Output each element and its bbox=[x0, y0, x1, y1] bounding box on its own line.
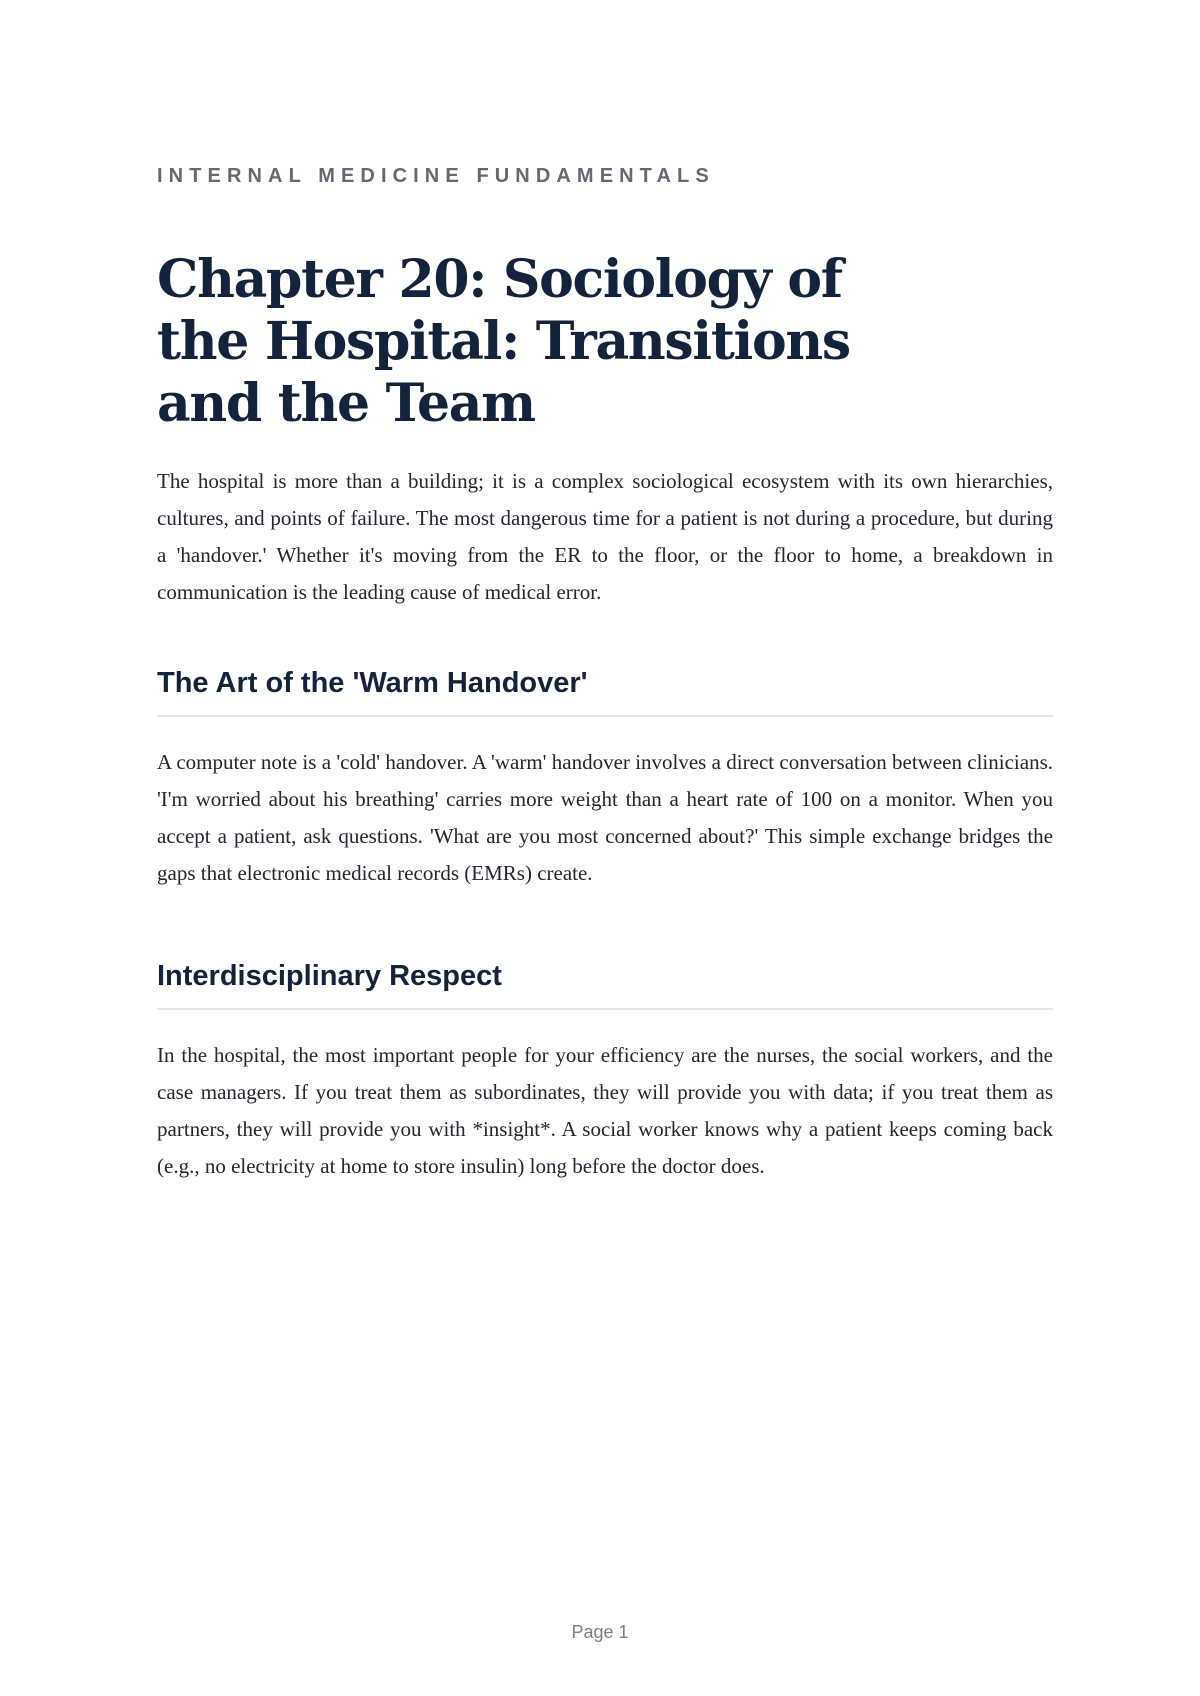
section-body: In the hospital, the most important people for your efficiency are the nurses, the social workers, and the case managers. If you treat them as subordinates, they will provide you with data; if you treat them as partners, they will provide you with *insight*. A social worker knows why a patient keeps coming back (e.g., no electricity at home to store insulin) long before the doctor does. bbox=[157, 1043, 1053, 1178]
book-kicker: INTERNAL MEDICINE FUNDAMENTALS bbox=[157, 165, 715, 187]
page-number: Page 1 bbox=[571, 1622, 629, 1642]
chapter-title: Chapter 20: Sociology of the Hospital: Transitions and the Team bbox=[157, 249, 850, 434]
section-heading: The Art of the 'Warm Handover' bbox=[157, 665, 1053, 717]
section-interdisciplinary-respect bbox=[157, 958, 1053, 1185]
chapter-intro: The hospital is more than a building; it is a complex sociological ecosystem with its own hierarchies, cultures, and points of failure. The most dangerous time for a patient is not during a procedure, but during a 'handover.' Whether it's moving from the ER to the floor, or the floor to home, a breakdown in communication is the leading cause of medical error. bbox=[157, 469, 1053, 604]
section-body: A computer note is a 'cold' handover. A 'warm' handover involves a direct conversation between clinicians. 'I'm worried about his breathing' carries more weight than a heart rate of 100 on a monitor. When you accept a patient, ask questions. 'What are you most concerned about?' This simple exchange bridges the gaps that electronic medical records (EMRs) create. bbox=[157, 750, 1053, 885]
page-content bbox=[157, 166, 1053, 1185]
section-heading: Interdisciplinary Respect bbox=[157, 958, 1053, 1010]
section-warm-handover bbox=[157, 665, 1053, 892]
